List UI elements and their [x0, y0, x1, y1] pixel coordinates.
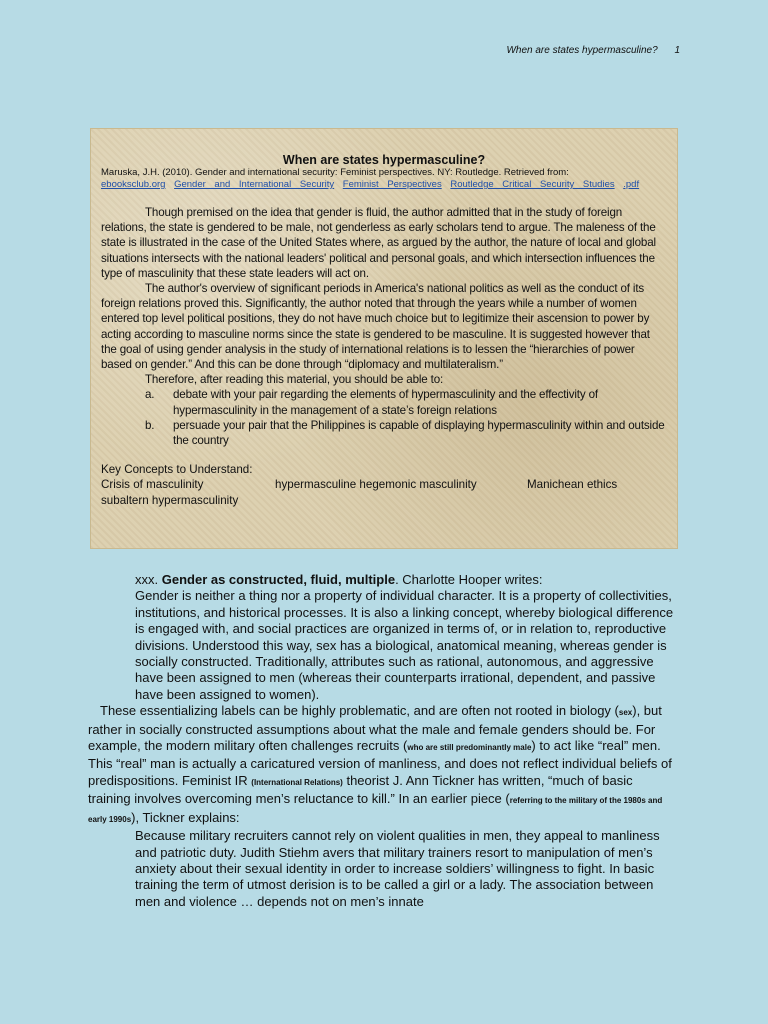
- link-routledge[interactable]: Routledge Critical Security Studies: [450, 179, 615, 190]
- objective-item: [101, 387, 667, 417]
- lead-prefix: xxx.: [135, 572, 162, 587]
- key-concept: subaltern hypermasculinity: [101, 493, 239, 507]
- block-quote-1: Gender is neither a thing nor a property of individual character. It is a property of collectivities, institutions, and historical processes. It is also a linking concept, whereby biological difference is engaged with, and social practices are organized in terms of, or in relation to, reproductive divisions. Understood this way, sex has a biological, anatomical meaning, whereas gender is socially constructed. Traditionally, attributes such as rational, autonomous, and aggressive have been assigned to men (whereas their counterparts irrational, dependent, and passive have been assigned to women).: [135, 588, 674, 702]
- key-concepts-row: [101, 493, 667, 508]
- inline-note-sex: sex: [618, 708, 633, 718]
- key-concepts-row: [101, 477, 667, 492]
- body-text-e: ), Tickner explains:: [131, 809, 240, 825]
- objective-text: debate with your pair regarding the elements of hypermasculinity and the effectivity of hypermasculinity in the management of a state’s foreign relations: [173, 388, 598, 417]
- objective-marker: b.: [145, 418, 155, 432]
- panel-title: When are states hypermasculine?: [282, 153, 486, 167]
- key-concepts-title: Key Concepts to Understand:: [101, 463, 253, 477]
- key-concept: Manichean ethics: [527, 478, 618, 492]
- inline-note-ir: (International Relations): [251, 777, 343, 787]
- objective-marker: a.: [145, 388, 155, 402]
- summary-panel: [90, 128, 678, 549]
- link-gender-security[interactable]: Gender and International Security: [174, 179, 335, 190]
- body-text-b: ), but rather in socially constructed assumptions about what the male and female genders should be. For example, the modern military often challenges recruits (: [88, 703, 662, 754]
- panel-paragraph-2: The author's overview of significant periods in America's national politics as well as the conduct of its foreign relations proved this. Significantly, the author noted that through the years while a number of women entered top level political positions, they do not have much choice but to legitimize their ascension to power by acting according to masculine norms since the state is gendered to be masculine. It is suggested however that the goal of using gender analysis in the study of international relations is to lessen the “hierarchies of power based on gender.” And this can be done through “diplomacy and multilateralism.”: [101, 282, 650, 372]
- objective-text: persuade your pair that the Philippines is capable of displaying hypermasculinity within and outside the country: [173, 418, 665, 448]
- objectives-list: [101, 387, 667, 448]
- inline-note-male: who are still predominantly male: [407, 743, 532, 753]
- body-text-d: theorist J. Ann Tickner has written, “much of basic training involves overcoming men’s reluctance to kill.” In an earlier piece (: [88, 772, 633, 807]
- citation-links: [101, 179, 667, 191]
- panel-paragraph-1: Though premised on the idea that gender is fluid, the author admitted that in the study of foreign relations, the state is gendered to be male, not genderless as early scholars tend to argue. The maleness of the state is illustrated in the case of the United States where, as argued by the author, the nature of local and global situations intersects with the national leaders' political and personal goals, and which intersection influences the type of masculinity that these state leaders will act on.: [101, 206, 656, 280]
- main-text: [88, 572, 675, 910]
- key-concept: hypermasculine hegemonic masculinity: [275, 478, 477, 492]
- body-text-c: ) to act like “real” men. This “real” man is actually a caricatured version of manliness, and does not reflect individual beliefs of predispositions. Feminist IR: [88, 738, 672, 788]
- inline-note-military: referring to the military of the 1980s and early 1990s: [88, 796, 663, 824]
- block-quote-2: Because military recruiters cannot rely on violent qualities in men, they appeal to manliness and patriotic duty. Judith Stiehm avers that military trainers resort to manipulation of men’s anxiety about their sexual identity in order to increase soldiers’ willingness to fight. In basic training the term of utmost derision is to be called a girl or a lady. The association between men and violence … depends not on men’s innate: [135, 828, 660, 909]
- body-text-a: These essentializing labels can be highly problematic, and are often not rooted in biology (: [100, 703, 619, 719]
- section-lead: [135, 572, 675, 588]
- link-pdf[interactable]: .pdf: [623, 179, 640, 190]
- lead-suffix: . Charlotte Hooper writes:: [395, 572, 543, 587]
- link-feminist-perspectives[interactable]: Feminist Perspectives: [342, 179, 442, 190]
- body-paragraph: [88, 703, 675, 828]
- key-concept: Crisis of masculinity: [101, 478, 204, 492]
- objective-item: [101, 418, 667, 448]
- panel-paragraph-3: Therefore, after reading this material, you should be able to:: [145, 373, 444, 387]
- link-ebooksclub[interactable]: ebooksclub.org: [101, 179, 166, 190]
- section-heading: Gender as constructed, fluid, multiple: [161, 572, 396, 587]
- citation: Maruska, J.H. (2010). Gender and international security: Feminist perspectives. NY: Routledge. Retrieved from:: [101, 167, 569, 178]
- page-number: 1: [674, 45, 680, 56]
- running-title: When are states hypermasculine?: [506, 45, 658, 56]
- running-header: [506, 45, 680, 56]
